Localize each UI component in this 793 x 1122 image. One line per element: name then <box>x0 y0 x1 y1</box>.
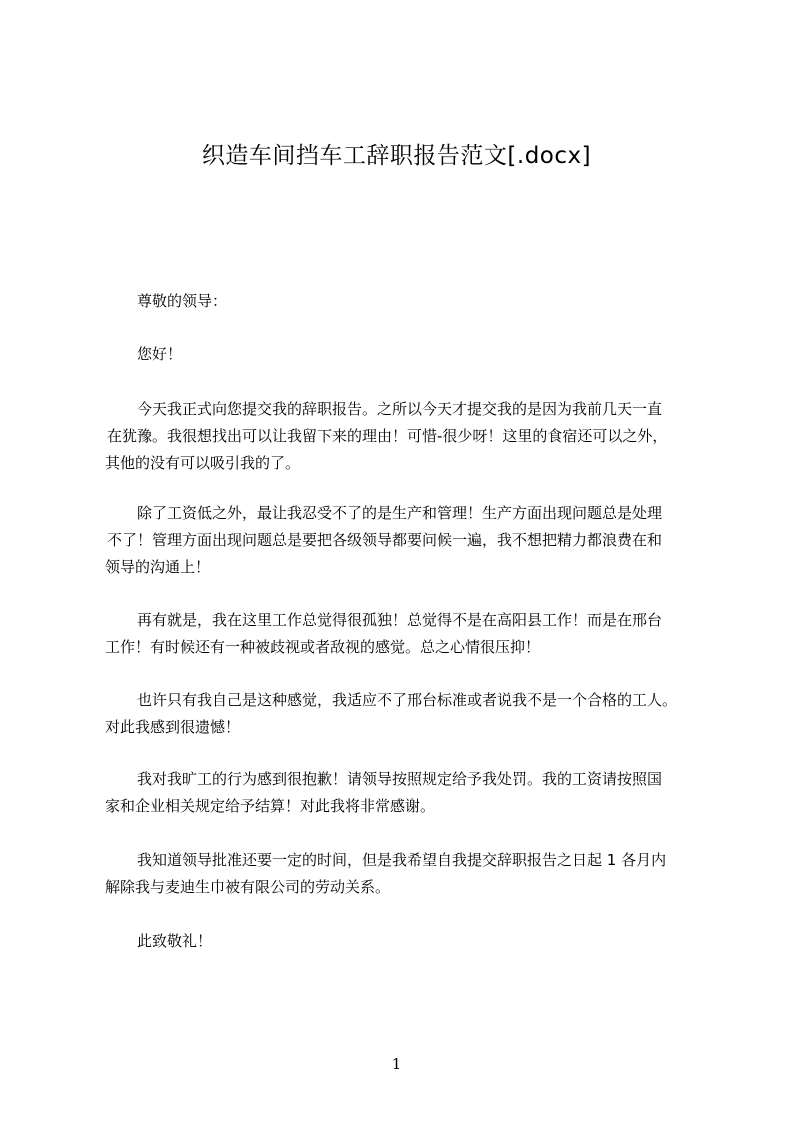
paragraph-2 <box>105 500 705 581</box>
paragraph-3 <box>105 607 705 661</box>
paragraph-line: 对此我感到很遗憾！ <box>105 718 241 736</box>
paragraph-5 <box>105 766 705 820</box>
paragraph-line: 解除我与麦迪生巾被有限公司的劳动关系。 <box>105 878 391 896</box>
greeting-text: 您好！ <box>137 345 183 363</box>
greeting <box>105 341 705 368</box>
closing-text: 此致敬礼！ <box>137 932 213 950</box>
closing <box>105 928 705 955</box>
paragraph-line: 再有就是，我在这里工作总觉得很孤独！总觉得不是在高阳县工作！而是在邢台 <box>137 611 663 629</box>
paragraph-line: 除了工资低之外，最让我忍受不了的是生产和管理！生产方面出现问题总是处理 <box>137 504 663 522</box>
paragraph-line: 也许只有我自己是这种感觉，我适应不了邢台标准或者说我不是一个合格的工人。 <box>137 691 678 709</box>
paragraph-line: 我知道领导批准还要一定的时间，但是我希望自我提交辞职报告之日起 1 各月内 <box>137 851 667 869</box>
paragraph-line: 工作！有时候还有一种被歧视或者敌视的感觉。总之心情很压抑！ <box>105 638 541 656</box>
document-title: 织造车间挡车工辞职报告范文[.docx] <box>201 143 592 169</box>
paragraph-line: 领导的沟通上！ <box>105 558 211 576</box>
paragraph-1 <box>105 396 705 477</box>
paragraph-6 <box>105 847 705 901</box>
paragraph-line: 家和企业相关规定给予结算！对此我将非常感谢。 <box>105 797 436 815</box>
paragraph-line: 不了！管理方面出现问题总是要把各级领导都要问候一遍，我不想把精力都浪费在和 <box>107 531 663 549</box>
paragraph-line: 我对我旷工的行为感到很抱歉！请领导按照规定给予我处罚。我的工资请按照国 <box>137 770 663 788</box>
salutation-text: 尊敬的领导： <box>137 292 228 310</box>
paragraph-line: 在犹豫。我很想找出可以让我留下来的理由！可惜-很少呀！这里的食宿还可以之外， <box>107 427 668 445</box>
paragraph-4 <box>105 687 705 741</box>
paragraph-line: 今天我正式向您提交我的辞职报告。之所以今天才提交我的是因为我前几天一直 <box>137 400 663 418</box>
page-number: 1 <box>391 1055 402 1073</box>
salutation <box>105 288 705 315</box>
paragraph-line: 其他的没有可以吸引我的了。 <box>105 454 301 472</box>
